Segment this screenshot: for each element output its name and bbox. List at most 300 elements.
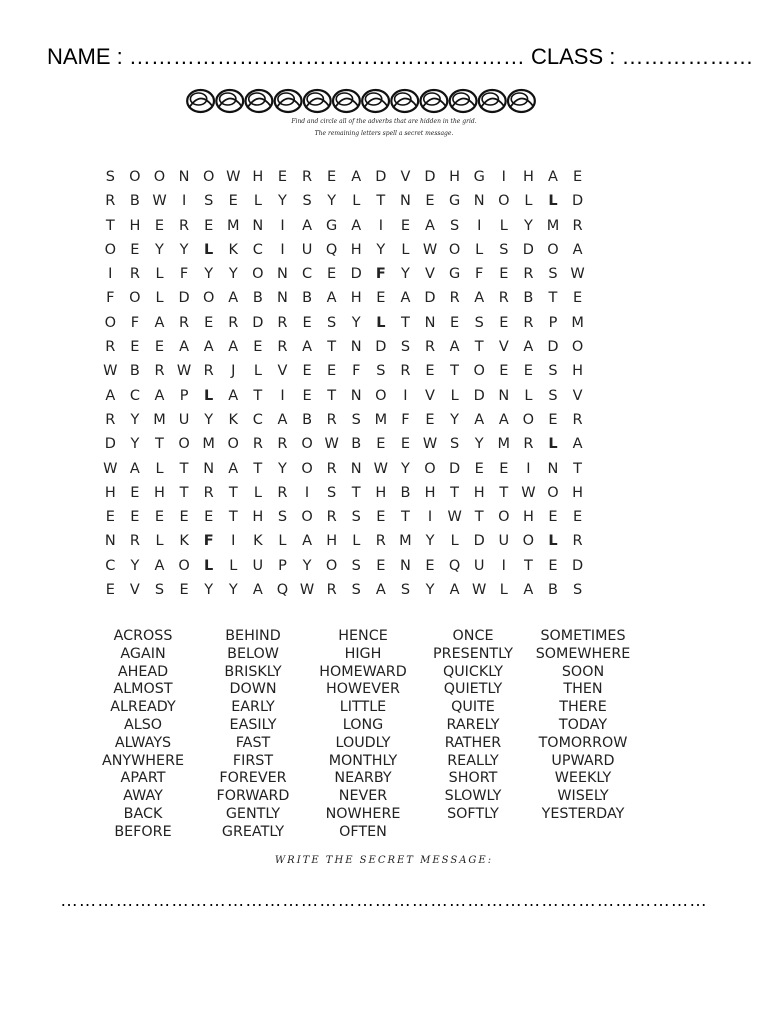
grid-cell: Q xyxy=(276,582,289,599)
word-item: ONCE xyxy=(452,628,494,644)
grid-cell: T xyxy=(400,509,410,526)
grid-cell: F xyxy=(203,533,214,550)
grid-cell: Y xyxy=(204,411,214,428)
grid-cell: T xyxy=(548,290,558,307)
grid-cell: T xyxy=(376,193,386,210)
grid-cell: T xyxy=(155,436,164,453)
grid-cell: L xyxy=(524,387,533,404)
grid-cell: S xyxy=(277,509,288,526)
grid-cell: E xyxy=(130,509,140,526)
grid-cell: O xyxy=(178,436,190,453)
grid-cell: E xyxy=(179,582,189,599)
grid-cell: Q xyxy=(448,557,461,574)
word-column xyxy=(88,628,198,842)
word-item: QUICKLY xyxy=(442,663,504,680)
grid-cell: A xyxy=(228,339,239,356)
grid-cell: Y xyxy=(130,557,140,574)
grid-cell: V xyxy=(572,387,583,404)
instructions-line-1: Find and circle all of the adverbs that are hidden in the grid. xyxy=(291,118,477,125)
grid-cell: A xyxy=(425,217,435,234)
word-item: THEN xyxy=(563,681,603,698)
grid-cell: B xyxy=(302,411,313,428)
grid-cell: F xyxy=(475,266,484,283)
grid-cell: E xyxy=(376,557,386,574)
grid-cell: L xyxy=(499,217,508,234)
ornament-glyph xyxy=(508,90,535,112)
grid-cell: S xyxy=(204,193,214,210)
grid-cell: D xyxy=(178,290,190,307)
word-item: HOWEVER xyxy=(326,681,400,698)
grid-cell: E xyxy=(425,411,435,428)
grid-cell: P xyxy=(278,557,287,574)
grid-cell: G xyxy=(473,169,485,185)
grid-cell: N xyxy=(399,557,411,574)
word-item: SOMEWHERE xyxy=(535,645,631,662)
grid-cell: D xyxy=(424,290,436,307)
grid-cell: Y xyxy=(450,411,460,428)
grid-cell: R xyxy=(203,363,214,380)
grid-cell: P xyxy=(548,314,558,331)
grid-cell: V xyxy=(129,582,140,599)
grid-cell: H xyxy=(572,363,584,380)
grid-cell: A xyxy=(252,582,263,599)
grid-cell: S xyxy=(548,363,558,380)
grid-cell: A xyxy=(228,387,239,404)
word-item: TODAY xyxy=(558,716,608,733)
grid-cell: F xyxy=(401,411,410,428)
grid-cell: A xyxy=(326,290,337,307)
grid-cell: U xyxy=(301,241,313,258)
word-item: SLOWLY xyxy=(444,788,502,805)
grid-cell: S xyxy=(572,582,583,599)
grid-cell: A xyxy=(474,290,485,307)
grid-cell: L xyxy=(204,557,214,574)
grid-cell: D xyxy=(522,241,534,258)
word-item: HOMEWARD xyxy=(319,663,407,680)
grid-cell: O xyxy=(522,533,535,550)
grid-cell: E xyxy=(253,339,263,356)
grid-cell: O xyxy=(301,436,313,453)
grid-cell: Y xyxy=(204,266,214,283)
grid-cell: A xyxy=(498,411,509,428)
grid-cell: R xyxy=(326,582,337,599)
grid-cell: U xyxy=(473,557,485,574)
grid-cell: J xyxy=(231,363,236,380)
grid-cell: O xyxy=(571,339,584,356)
grid-cell: A xyxy=(400,290,411,307)
grid-cell: S xyxy=(327,484,337,501)
grid-cell: T xyxy=(573,460,582,477)
grid-cell: Y xyxy=(278,193,287,210)
word-item: RARELY xyxy=(446,716,500,733)
grid-cell: N xyxy=(547,460,559,477)
grid-cell: T xyxy=(228,484,238,501)
word-item: BACK xyxy=(123,805,163,822)
grid-cell: D xyxy=(424,169,436,185)
grid-cell: E xyxy=(400,217,410,234)
grid-cell: R xyxy=(228,314,239,331)
grid-cell: O xyxy=(498,509,510,526)
word-item: YESTERDAY xyxy=(541,805,625,822)
grid-cell: W xyxy=(447,509,462,526)
word-item: ANYWHERE xyxy=(101,752,185,769)
grid-cell: I xyxy=(526,460,531,477)
grid-cell: R xyxy=(326,411,337,428)
word-item: FIRST xyxy=(232,752,274,769)
grid-cell: T xyxy=(327,339,337,356)
word-item: WISELY xyxy=(557,788,609,805)
grid-cell: S xyxy=(327,314,337,331)
grid-cell: K xyxy=(228,411,239,428)
grid-cell: N xyxy=(424,314,436,331)
grid-cell: L xyxy=(204,241,214,258)
answer-line: …………………………………………………………………………………………… xyxy=(60,890,708,910)
grid-cell: O xyxy=(202,169,215,185)
grid-cell: Y xyxy=(179,241,189,258)
grid-cell: R xyxy=(179,217,190,234)
grid-cell: W xyxy=(570,266,585,283)
grid-cell: N xyxy=(178,169,190,185)
grid-cell: H xyxy=(154,484,165,501)
grid-cell: I xyxy=(403,387,408,404)
grid-cell: E xyxy=(154,217,165,234)
grid-cell: D xyxy=(571,193,584,210)
grid-cell: O xyxy=(178,557,190,574)
word-column xyxy=(528,628,638,842)
grid-cell: E xyxy=(302,387,312,404)
grid-cell: S xyxy=(548,266,558,283)
grid-cell: L xyxy=(352,193,361,210)
grid-cell: N xyxy=(498,387,510,404)
instructions-line-2: The remaining letters spell a secret message. xyxy=(314,130,454,137)
grid-cell: I xyxy=(280,217,285,234)
grid-cell: E xyxy=(572,169,583,185)
grid-cell: T xyxy=(253,460,263,477)
grid-cell: U xyxy=(178,411,190,428)
grid-cell: R xyxy=(203,484,214,501)
word-item: EARLY xyxy=(231,699,275,716)
grid-cell: L xyxy=(524,193,533,210)
grid-cell: A xyxy=(474,411,485,428)
grid-cell: A xyxy=(277,411,288,428)
grid-cell: F xyxy=(375,266,386,283)
grid-cell: S xyxy=(351,411,361,428)
word-item: UPWARD xyxy=(551,752,615,769)
grid-cell: D xyxy=(375,339,387,356)
grid-cell: O xyxy=(104,314,116,331)
grid-cell: B xyxy=(400,484,411,501)
grid-cell: A xyxy=(228,290,239,307)
grid-cell: R xyxy=(449,290,460,307)
grid-cell: N xyxy=(277,290,288,307)
grid-cell: Y xyxy=(130,436,140,453)
ornament-glyph xyxy=(450,90,477,112)
grid-cell: A xyxy=(572,436,583,453)
grid-cell: M xyxy=(546,217,560,234)
word-item: NEARBY xyxy=(334,770,392,787)
grid-cell: T xyxy=(474,339,484,356)
grid-cell: E xyxy=(548,557,558,574)
grid-cell: A xyxy=(375,582,386,599)
grid-cell: H xyxy=(252,169,264,185)
grid-cell: C xyxy=(252,411,263,428)
grid-cell: B xyxy=(351,436,362,453)
word-item: PRESENTLY xyxy=(433,645,513,662)
grid-cell: I xyxy=(231,533,236,550)
grid-cell: E xyxy=(499,314,509,331)
grid-cell: N xyxy=(277,266,288,283)
grid-cell: C xyxy=(105,557,116,574)
grid-cell: H xyxy=(375,484,387,501)
grid-cell: D xyxy=(375,169,387,185)
grid-cell: B xyxy=(252,290,263,307)
grid-cell: H xyxy=(424,484,436,501)
grid-cell: E xyxy=(499,363,509,380)
grid-cell: E xyxy=(548,509,558,526)
grid-cell: E xyxy=(400,436,410,453)
grid-cell: W xyxy=(299,582,315,599)
grid-cell: E xyxy=(277,169,288,185)
grid-cell: T xyxy=(450,484,460,501)
letter-grid xyxy=(98,165,590,602)
grid-cell: T xyxy=(523,557,533,574)
grid-cell: E xyxy=(204,217,214,234)
word-item: FOREVER xyxy=(219,770,287,787)
word-item: SOFTLY xyxy=(447,805,499,822)
grid-cell: E xyxy=(228,193,238,210)
grid-cell: H xyxy=(129,217,141,234)
grid-cell: A xyxy=(302,217,312,234)
grid-cell: Y xyxy=(327,193,337,210)
grid-cell: Y xyxy=(425,582,435,599)
grid-cell: R xyxy=(252,436,263,453)
grid-cell: D xyxy=(350,266,362,283)
grid-cell: L xyxy=(155,266,164,283)
grid-cell: W xyxy=(103,460,118,477)
grid-cell: O xyxy=(375,387,387,404)
grid-cell: E xyxy=(425,193,435,210)
grid-cell: A xyxy=(154,387,165,404)
grid-cell: W xyxy=(324,436,339,453)
grid-cell: I xyxy=(304,484,310,501)
grid-cell: I xyxy=(181,193,187,210)
grid-cell: L xyxy=(204,387,214,404)
grid-cell: U xyxy=(252,557,264,574)
grid-cell: I xyxy=(501,169,506,185)
grid-cell: L xyxy=(499,582,508,599)
word-item: LITTLE xyxy=(339,699,387,716)
grid-cell: S xyxy=(450,436,460,453)
grid-cell: O xyxy=(448,241,461,258)
grid-cell: E xyxy=(327,266,337,283)
grid-cell: N xyxy=(473,193,485,210)
grid-cell: Y xyxy=(302,557,312,574)
word-item: ALWAYS xyxy=(114,734,172,751)
grid-cell: E xyxy=(179,509,189,526)
grid-cell: A xyxy=(523,339,534,356)
grid-cell: A xyxy=(203,339,214,356)
grid-cell: H xyxy=(572,484,584,501)
word-item: NEVER xyxy=(338,788,388,805)
grid-cell: E xyxy=(376,290,386,307)
grid-cell: O xyxy=(498,193,510,210)
grid-cell: E xyxy=(327,169,337,185)
word-item: ALREADY xyxy=(110,699,176,716)
grid-cell: H xyxy=(449,169,461,185)
grid-cell: A xyxy=(129,460,140,477)
grid-cell: R xyxy=(375,533,386,550)
grid-cell: E xyxy=(130,339,140,356)
word-item: AWAY xyxy=(123,788,163,805)
grid-cell: A xyxy=(548,169,558,185)
grid-cell: E xyxy=(105,582,115,599)
grid-cell: E xyxy=(572,290,583,307)
word-item: FORWARD xyxy=(216,788,290,805)
grid-cell: L xyxy=(155,290,164,307)
grid-cell: E xyxy=(130,241,140,258)
grid-cell: O xyxy=(522,411,535,428)
ornament-glyph xyxy=(333,90,360,112)
grid-cell: T xyxy=(400,314,410,331)
grid-cell: W xyxy=(373,460,388,477)
word-item: GREATLY xyxy=(221,823,285,840)
grid-cell: S xyxy=(400,582,411,599)
grid-cell: L xyxy=(155,460,164,477)
word-item: ACROSS xyxy=(113,628,173,644)
grid-cell: F xyxy=(352,363,361,380)
grid-cell: H xyxy=(473,484,485,501)
grid-cell: R xyxy=(572,533,583,550)
grid-cell: R xyxy=(129,533,140,550)
grid-cell: V xyxy=(277,363,288,380)
grid-cell: Y xyxy=(228,582,238,599)
name-class-header: NAME : ……………………………………………… CLASS : ……………… xyxy=(47,44,754,69)
grid-cell: L xyxy=(450,533,459,550)
grid-cell: N xyxy=(399,193,411,210)
grid-cell: T xyxy=(499,484,509,501)
grid-cell: Y xyxy=(474,436,484,453)
word-item: REALLY xyxy=(447,752,499,769)
grid-cell: L xyxy=(253,363,262,380)
grid-cell: G xyxy=(448,193,461,210)
grid-cell: S xyxy=(351,557,361,574)
word-item: SOON xyxy=(561,663,605,680)
grid-cell: B xyxy=(302,290,313,307)
grid-cell: R xyxy=(572,217,583,234)
grid-cell: E xyxy=(105,509,115,526)
grid-cell: A xyxy=(449,582,460,599)
grid-cell: L xyxy=(475,241,484,258)
grid-cell: E xyxy=(302,363,312,380)
grid-cell: W xyxy=(152,193,167,210)
grid-cell: D xyxy=(571,557,584,574)
grid-cell: A xyxy=(351,169,362,185)
grid-cell: W xyxy=(176,363,192,380)
secret-message-label: WRITE THE SECRET MESSAGE: xyxy=(274,855,494,866)
grid-cell: I xyxy=(108,266,113,283)
grid-cell: S xyxy=(450,217,460,234)
grid-cell: R xyxy=(424,339,436,356)
grid-cell: F xyxy=(106,290,115,307)
grid-cell: O xyxy=(325,557,338,574)
grid-cell: L xyxy=(253,484,262,501)
word-item: BRISKLY xyxy=(224,663,282,680)
grid-cell: I xyxy=(280,387,285,404)
grid-cell: M xyxy=(374,411,388,428)
word-item: BELOW xyxy=(227,645,279,662)
grid-cell: I xyxy=(378,217,383,234)
grid-cell: Y xyxy=(400,266,410,283)
grid-cell: N xyxy=(203,460,215,477)
grid-cell: E xyxy=(302,314,312,331)
grid-cell: T xyxy=(474,509,484,526)
grid-cell: S xyxy=(474,314,484,331)
grid-cell: T xyxy=(351,484,361,501)
word-item: GENTLY xyxy=(225,805,281,822)
grid-cell: E xyxy=(450,314,460,331)
word-item: NOWHERE xyxy=(325,805,401,822)
grid-cell: Y xyxy=(523,217,533,234)
grid-cell: R xyxy=(179,314,190,331)
grid-cell: E xyxy=(474,460,484,477)
grid-cell: R xyxy=(154,363,165,380)
word-item: OFTEN xyxy=(339,823,387,840)
word-list xyxy=(88,628,638,842)
grid-cell: O xyxy=(153,169,166,185)
grid-cell: S xyxy=(548,387,558,404)
grid-cell: A xyxy=(523,582,534,599)
grid-cell: R xyxy=(277,484,288,501)
grid-cell: T xyxy=(327,387,337,404)
grid-cell: K xyxy=(228,241,239,258)
grid-cell: L xyxy=(548,193,558,210)
grid-cell: T xyxy=(450,363,460,380)
grid-cell: Y xyxy=(400,460,410,477)
grid-cell: L xyxy=(376,314,386,331)
grid-cell: M xyxy=(153,411,166,428)
word-item: TOMORROW xyxy=(538,734,628,751)
grid-cell: A xyxy=(302,533,312,550)
grid-cell: W xyxy=(226,169,241,185)
grid-cell: R xyxy=(105,411,116,428)
grid-cell: R xyxy=(523,314,534,331)
grid-cell: W xyxy=(521,484,536,501)
grid-cell: E xyxy=(499,460,509,477)
grid-cell: Q xyxy=(325,241,338,258)
grid-cell: T xyxy=(179,484,189,501)
word-item: BEFORE xyxy=(114,823,172,840)
grid-cell: B xyxy=(548,582,558,599)
word-item: HIGH xyxy=(344,645,382,662)
ornament-glyph xyxy=(421,90,448,112)
grid-cell: S xyxy=(499,241,509,258)
word-item: LOUDLY xyxy=(335,734,391,751)
grid-cell: C xyxy=(301,266,313,283)
grid-cell: R xyxy=(326,509,337,526)
grid-cell: H xyxy=(522,509,534,526)
grid-cell: Y xyxy=(425,533,435,550)
grid-cell: O xyxy=(547,241,559,258)
grid-cell: E xyxy=(425,363,435,380)
grid-cell: F xyxy=(179,266,189,283)
grid-cell: R xyxy=(523,436,534,453)
grid-cell: V xyxy=(400,169,411,185)
grid-cell: M xyxy=(497,436,511,453)
word-item: ALSO xyxy=(123,716,163,733)
grid-cell: F xyxy=(130,314,140,331)
word-item: APART xyxy=(120,770,166,787)
grid-cell: A xyxy=(449,339,460,356)
